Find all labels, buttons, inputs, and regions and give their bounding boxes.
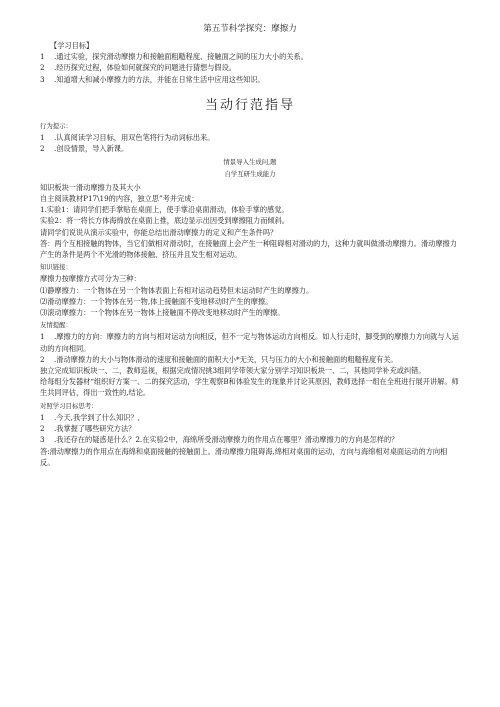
hint-heading: 行为提示： [40,121,72,130]
objective-text-3: .知道增大和减小摩擦力的方法，并能在日常生活中应用这些知识。 [54,74,265,84]
center-line-2: 自学互研生成能力 [224,169,276,178]
objective-num-1: 1 [40,52,45,62]
objective-item-3 [40,74,460,85]
link-item-2: ⑵滑动摩擦力：一个物体在另一物,体上接触面不变地移动时产生的摩擦。 [40,296,273,306]
objective-item-2 [40,62,460,73]
reflect-text-3: .我还存在的疑惑是什么？2.在实验2中，海绵所受滑动摩擦力的作用点在哪里？滑动摩擦力的方向是怎样的？ [54,435,399,445]
reflect-text-2: .我掌握了哪些研究方法？ [54,424,136,434]
link-item-1: ⑴静摩擦力：一个物体在另一个物体表面上有相对运动趋势但未运动时产生的摩擦力。 [40,285,314,295]
link-intro: 摩擦力按摩擦方式可分为三种： [40,274,141,284]
reflect-item-1 [40,412,460,423]
reflect-heading: 对照学习目标思考： [40,401,98,410]
center-line-1: 情景导入生成问,题 [223,158,277,167]
objective-text-1: .通过实验，探究滑动摩擦力和接触面粗糙程度、接触面之间的压力大小的关系。 [54,52,308,62]
friendly-num-1: 1 [40,332,45,342]
objective-num-3: 3 [40,74,45,84]
friendly-p2: 给每组分发器材“组织好方案一、二的探究活动，学生观察B和体验发生的现象并讨论其原因，教师选择一组在全班进行展开讲解。师生共同评估，得出一致性的,结论。 [40,377,459,398]
hint-num-2: 2 [40,144,45,154]
page-title: 第五节科学探究：摩擦力 [203,24,297,34]
friendly-item-1 [40,331,460,353]
hint-text-1: .认真阅读学习目标，用双色笔将行为动词标出来。 [54,133,215,143]
friendly-num-2: 2 [40,354,45,364]
hint-num-1: 1 [40,133,45,143]
reflect-item-2 [40,423,460,434]
friendly-heading: 友情提醒： [40,321,72,330]
reflect-item-3 [40,434,460,445]
friendly-item-2 [40,354,460,365]
module1-exp2: 实验2：将一将长方体海绵放在桌面上推，底边显示出因受到摩擦阻力而倾斜。 [40,216,289,226]
reflect-answer: 答:滑动摩擦力的作用点在海绵和桌面接触的接触面上。滑动摩擦力阻碍海,绵相对桌面的运动，方向与海绵相对桌面运动的方向相反。 [40,446,448,467]
module1-heading: 知识板块一滑动摩擦力及其大小 [40,182,141,192]
module1-answer: 答：两个互相接触的物体，当它们做相对滑动时，在接触面上会产生一种阻碍相对滑动的力，这种力就叫做滑动摩擦力。滑动摩擦力产生的条件是两个不光滑的物体接触、挤压并且发生相对运动。 [40,238,457,260]
objective-num-2: 2 [40,63,45,73]
hint-text-2: .创设情景，导入新课。 [54,144,129,154]
guide-title: 当动行范指导 [204,97,295,113]
link-item-3: ⑶滚动摩擦力：一个物体在另一物体上接触面不停改变地移动时产生的摩擦。 [40,308,285,318]
objectives-heading: 【学习目标】 [50,41,94,50]
objective-item-1 [40,51,460,62]
friendly-text-1: .摩擦力的方向：摩擦力的方向与相对运动方向相反，但不一定与物体运动方向相反。如人行走时，脚受到的摩擦力方向就与人运动的方向相同。 [40,332,459,353]
friendly-text-2: .滑动摩擦力的大小与物体滑动的速度和接触面的面积大小*无关，只与压力的大小和接触面的粗糙程度有关。 [54,354,398,364]
link-heading: 知识链接： [40,263,72,272]
reflect-text-1: .今天,我学到了什么知识？, [54,412,140,422]
objective-text-2: .经历探究过程，体验如何就探究的问题进行猜想与假设。 [54,63,236,73]
module1-question: 请同学们说说从演示实验中，你能总结出滑动摩擦力的定义和产生条件吗？ [40,227,278,237]
module1-exp1: 1.实验1：请同学们把手掌贴在桌面上，使手掌沿桌面滑动，体验手掌的感觉。 [40,205,289,215]
reflect-num-3: 3 [40,435,45,445]
reflect-num-1: 1 [40,412,45,422]
reflect-num-2: 2 [40,424,45,434]
friendly-p1: 独立完成知识板块一、二，教师巡视，根据完成情况挑3组同学带领大家分别学习知识板块一、二，其他同学补充或纠错。 [40,366,426,376]
hint-item-1 [40,132,460,143]
module1-intro: 自主阅读教材P17\19的内容，独立思”考并完成： [40,194,199,204]
hint-item-2 [40,143,460,154]
